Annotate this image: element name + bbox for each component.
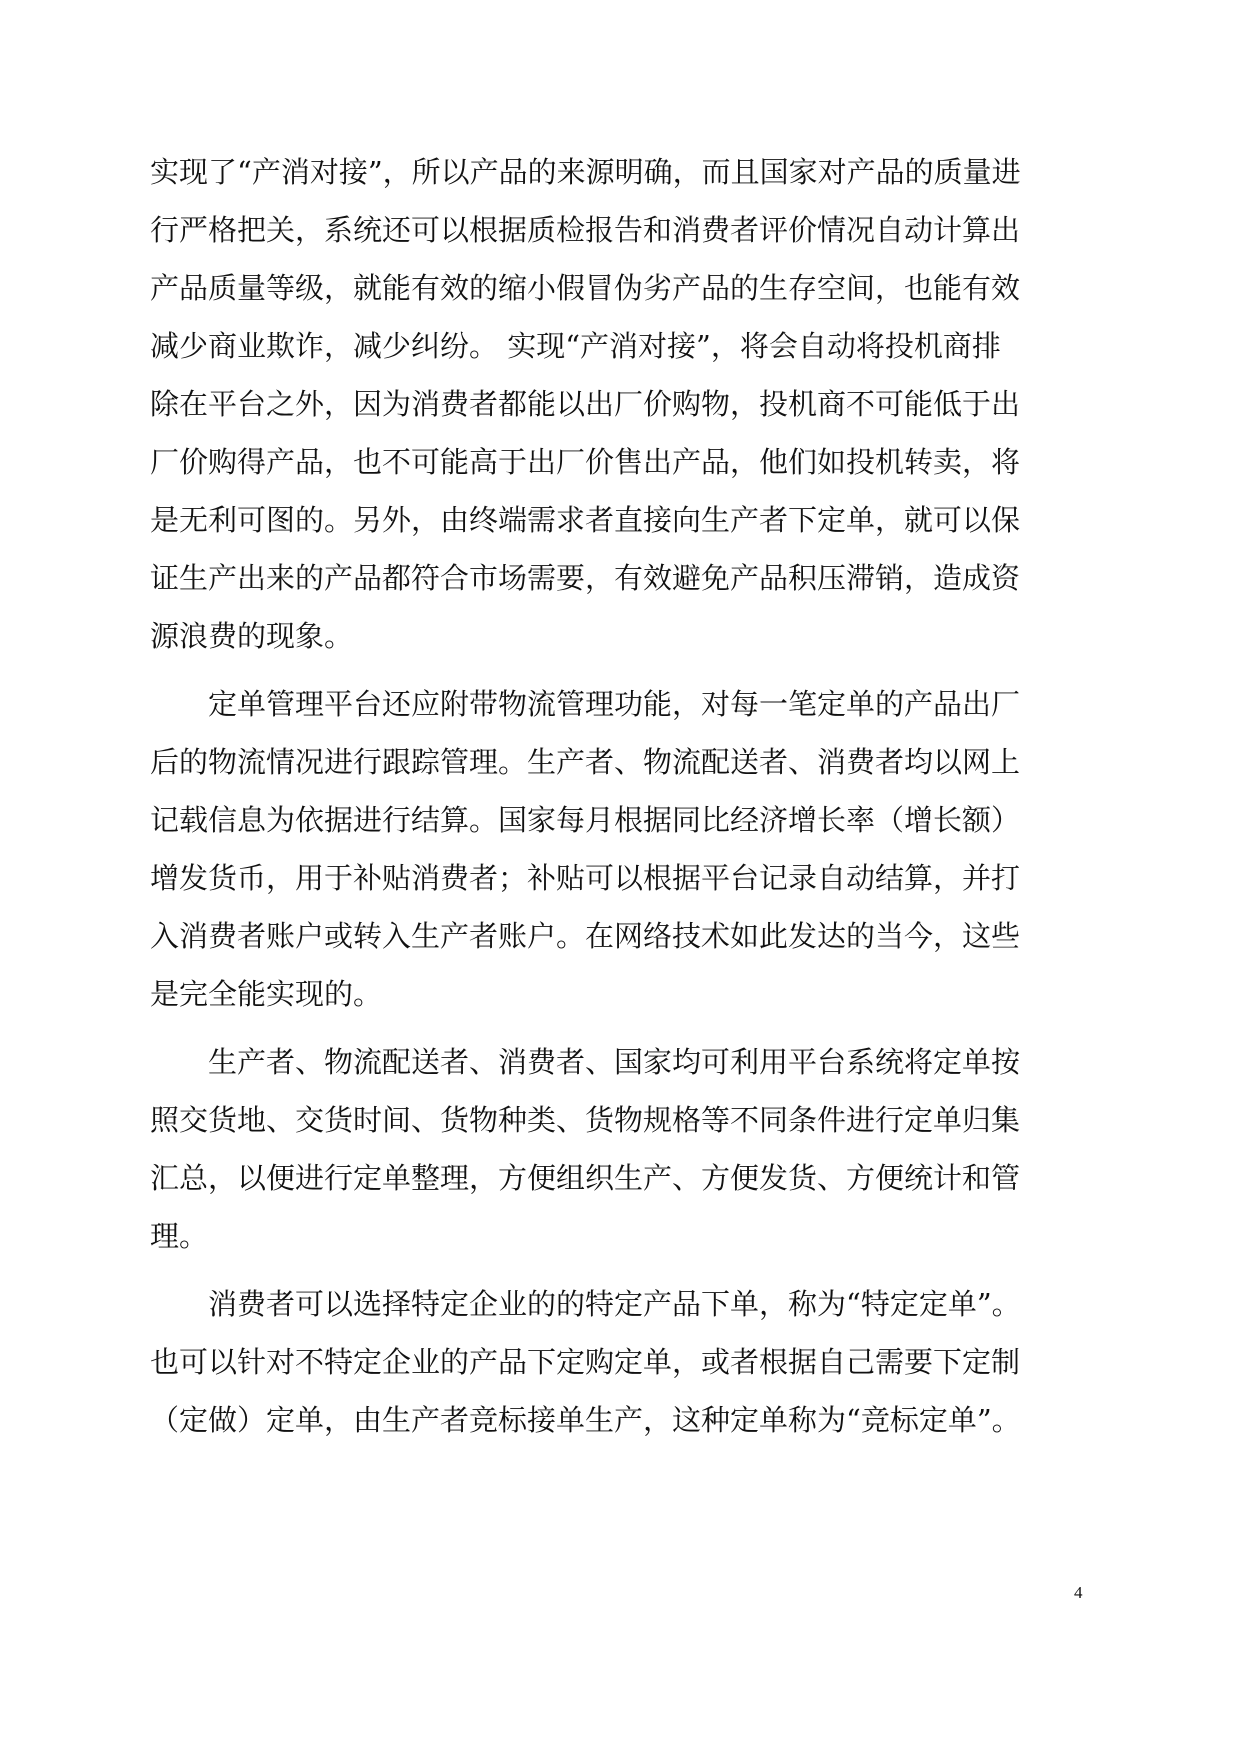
text-line: 是完全能实现的。	[150, 977, 383, 1011]
page-number: 4	[1074, 1583, 1083, 1602]
text-line: 是无利可图的。另外，由终端需求者直接向生产者下定单，就可以保	[150, 503, 1021, 537]
paragraph-first-line: 消费者可以选择特定企业的的特定产品下单，称为“特定定单”。	[208, 1287, 1021, 1321]
text-line: 也可以针对不特定企业的产品下定购定单，或者根据自己需要下定制	[150, 1345, 1021, 1379]
text-line: 源浪费的现象。	[150, 619, 354, 653]
text-line: 证生产出来的产品都符合市场需要，有效避免产品积压滞销，造成资	[150, 561, 1021, 595]
text-line: 照交货地、交货时间、货物种类、货物规格等不同条件进行定单归集	[150, 1103, 1021, 1137]
text-line: 产品质量等级，就能有效的缩小假冒伪劣产品的生存空间，也能有效	[150, 271, 1021, 305]
text-line: 行严格把关，系统还可以根据质检报告和消费者评价情况自动计算出	[150, 213, 1021, 247]
text-line: 后的物流情况进行跟踪管理。生产者、物流配送者、消费者均以网上	[150, 745, 1021, 779]
text-line: 入消费者账户或转入生产者账户。在网络技术如此发达的当今，这些	[150, 919, 1021, 953]
text-line: 理。	[150, 1219, 209, 1253]
text-line: 减少商业欺诈，减少纠纷。 实现“产消对接”，将会自动将投机商排	[150, 329, 1001, 363]
text-line: 除在平台之外，因为消费者都能以出厂价购物，投机商不可能低于出	[150, 387, 1021, 421]
text-line: （定做）定单，由生产者竞标接单生产，这种定单称为“竞标定单”。	[150, 1403, 1021, 1437]
text-line: 厂价购得产品，也不可能高于出厂价售出产品，他们如投机转卖，将	[150, 445, 1021, 479]
text-line: 记载信息为依据进行结算。国家每月根据同比经济增长率（增长额）	[150, 803, 1021, 837]
text-line: 实现了“产消对接”，所以产品的来源明确，而且国家对产品的质量进	[150, 155, 1021, 189]
paragraph-first-line: 定单管理平台还应附带物流管理功能，对每一笔定单的产品出厂	[208, 687, 1021, 721]
text-line: 增发货币，用于补贴消费者；补贴可以根据平台记录自动结算，并打	[150, 861, 1021, 895]
text-line: 汇总，以便进行定单整理，方便组织生产、方便发货、方便统计和管	[150, 1161, 1021, 1195]
paragraph-first-line: 生产者、物流配送者、消费者、国家均可利用平台系统将定单按	[208, 1045, 1021, 1079]
